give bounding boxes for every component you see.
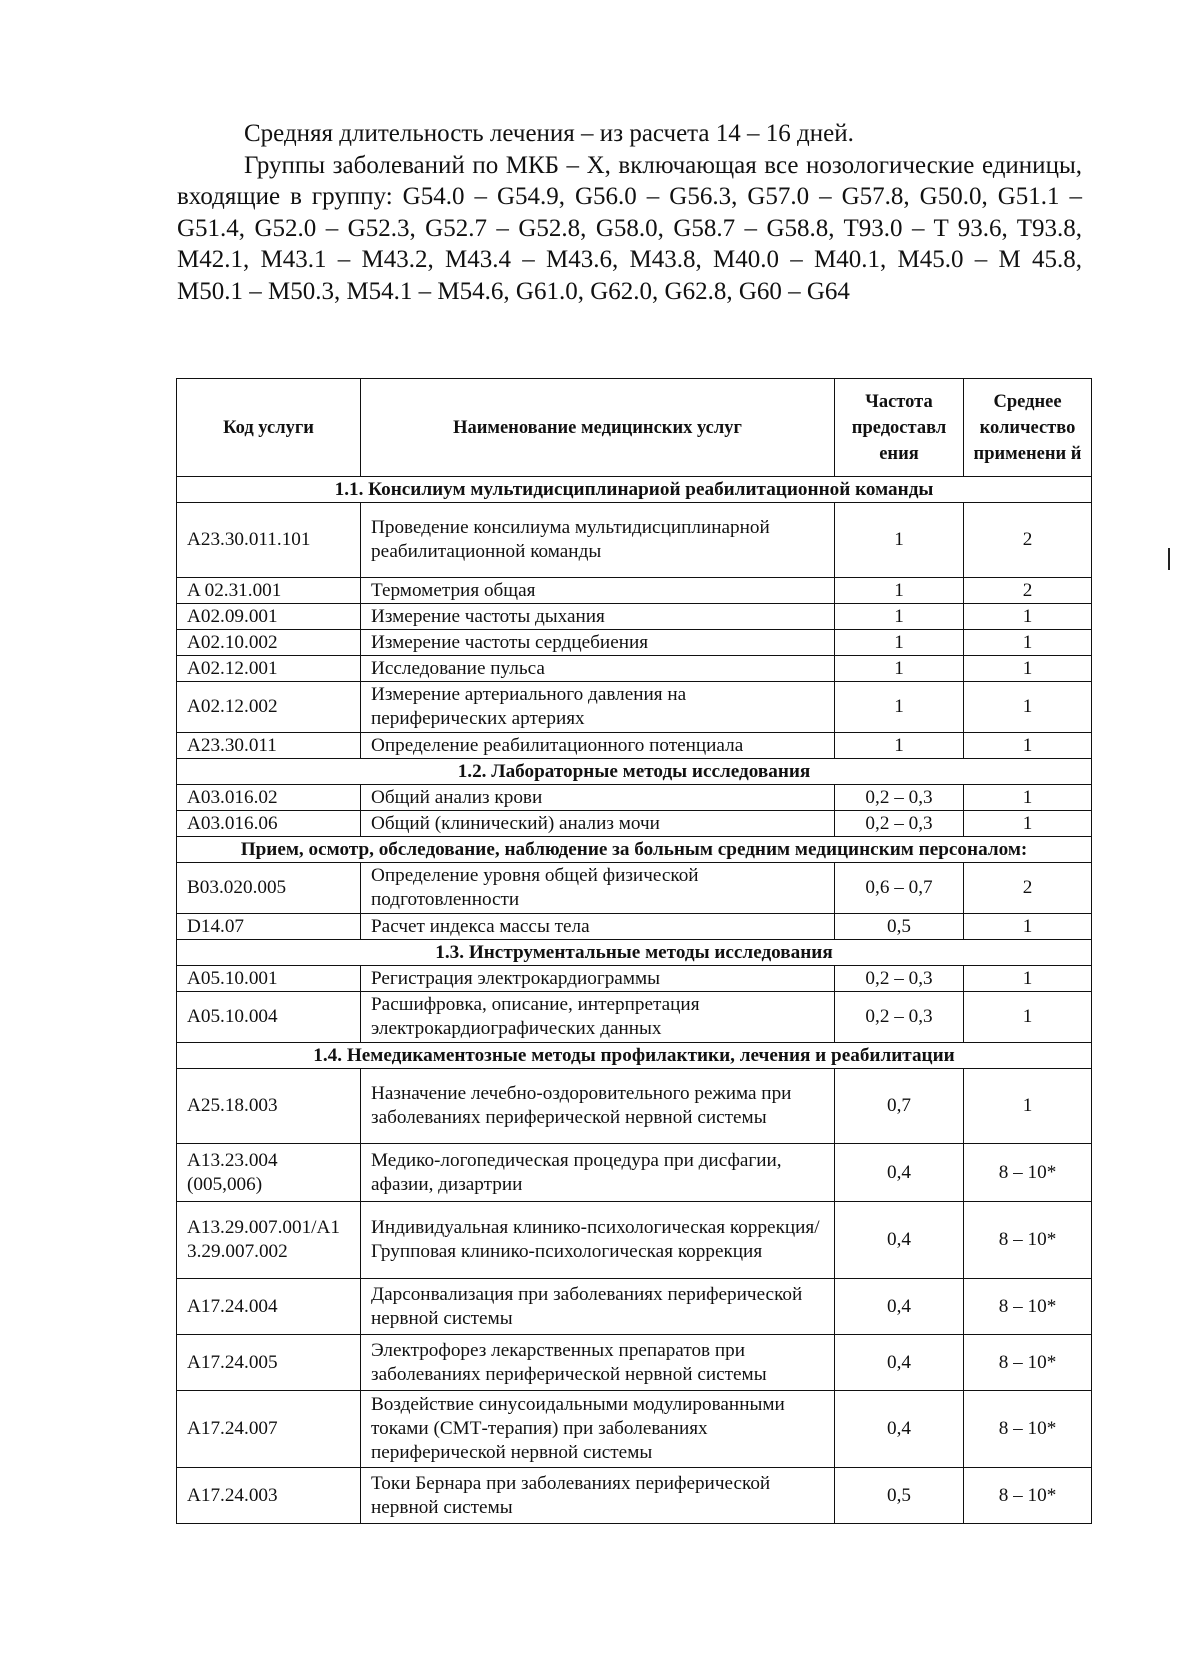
service-average-count: 1 [964, 630, 1092, 656]
service-average-count: 1 [964, 656, 1092, 682]
service-frequency: 1 [835, 656, 964, 682]
service-frequency: 1 [835, 578, 964, 604]
service-code: A25.18.003 [177, 1069, 361, 1144]
table-row [177, 503, 1092, 578]
section-title: 1.2. Лабораторные методы исследования [177, 759, 1092, 785]
service-code: A17.24.003 [177, 1468, 361, 1524]
service-average-count: 2 [964, 578, 1092, 604]
service-name: Воздействие синусоидальными модулированными токами (СМТ-терапия) при заболеваниях периферической нервной системы [361, 1391, 835, 1468]
services-table [176, 378, 1092, 1524]
service-code: A02.12.002 [177, 682, 361, 733]
service-average-count: 1 [964, 682, 1092, 733]
service-average-count: 8 – 10* [964, 1335, 1092, 1391]
section-header-row [177, 477, 1092, 503]
service-frequency: 0,5 [835, 914, 964, 940]
section-title: 1.4. Немедикаментозные методы профилактики, лечения и реабилитации [177, 1043, 1092, 1069]
service-name: Расшифровка, описание, интерпретация электрокардиографических данных [361, 992, 835, 1043]
table-row [177, 966, 1092, 992]
service-code: A23.30.011.101 [177, 503, 361, 578]
table-row [177, 785, 1092, 811]
table-row [177, 630, 1092, 656]
service-frequency: 1 [835, 630, 964, 656]
service-code: A17.24.005 [177, 1335, 361, 1391]
service-frequency: 1 [835, 682, 964, 733]
table-row [177, 1391, 1092, 1468]
service-average-count: 1 [964, 1069, 1092, 1144]
service-code: A05.10.001 [177, 966, 361, 992]
service-code: A02.09.001 [177, 604, 361, 630]
table-row [177, 1279, 1092, 1335]
table-row [177, 1335, 1092, 1391]
service-name: Термометрия общая [361, 578, 835, 604]
service-code: A05.10.004 [177, 992, 361, 1043]
service-average-count: 8 – 10* [964, 1202, 1092, 1279]
service-name: Регистрация электрокардиограммы [361, 966, 835, 992]
service-average-count: 1 [964, 785, 1092, 811]
table-row [177, 811, 1092, 837]
service-average-count: 1 [964, 992, 1092, 1043]
service-frequency: 1 [835, 604, 964, 630]
service-average-count: 8 – 10* [964, 1279, 1092, 1335]
service-frequency: 0,4 [835, 1279, 964, 1335]
service-frequency: 0,4 [835, 1335, 964, 1391]
service-average-count: 1 [964, 604, 1092, 630]
service-name: Проведение консилиума мультидисциплинарной реабилитационной команды [361, 503, 835, 578]
service-frequency: 0,6 – 0,7 [835, 863, 964, 914]
table-row [177, 992, 1092, 1043]
service-frequency: 0,5 [835, 1468, 964, 1524]
service-name: Электрофорез лекарственных препаратов при заболеваниях периферической нервной системы [361, 1335, 835, 1391]
service-code: A13.23.004 (005,006) [177, 1144, 361, 1202]
service-code: A23.30.011 [177, 733, 361, 759]
section-header-row [177, 940, 1092, 966]
service-code: A03.016.02 [177, 785, 361, 811]
service-code: B03.020.005 [177, 863, 361, 914]
service-name: Медико-логопедическая процедура при дисфагии, афазии, дизартрии [361, 1144, 835, 1202]
section-title: 1.1. Консилиум мультидисциплинариой реабилитационной команды [177, 477, 1092, 503]
service-average-count: 8 – 10* [964, 1391, 1092, 1468]
service-frequency: 1 [835, 733, 964, 759]
table-row [177, 863, 1092, 914]
service-code: A 02.31.001 [177, 578, 361, 604]
section-title: 1.3. Инструментальные методы исследования [177, 940, 1092, 966]
service-average-count: 8 – 10* [964, 1468, 1092, 1524]
service-frequency: 0,2 – 0,3 [835, 966, 964, 992]
service-average-count: 1 [964, 966, 1092, 992]
service-name: Исследование пульса [361, 656, 835, 682]
service-name: Дарсонвализация при заболеваниях периферической нервной системы [361, 1279, 835, 1335]
service-average-count: 1 [964, 811, 1092, 837]
service-name: Измерение частоты сердцебиения [361, 630, 835, 656]
scan-edge-mark [1168, 548, 1170, 570]
service-average-count: 1 [964, 914, 1092, 940]
service-average-count: 2 [964, 863, 1092, 914]
service-code: A13.29.007.001/A13.29.007.002 [177, 1202, 361, 1279]
service-name: Назначение лечебно-оздоровительного режима при заболеваниях периферической нервной системы [361, 1069, 835, 1144]
section-title: Прием, осмотр, обследование, наблюдение за больным средним медицинским персоналом: [177, 837, 1092, 863]
service-name: Измерение артериального давления на периферических артериях [361, 682, 835, 733]
section-header-row [177, 837, 1092, 863]
table-row [177, 1144, 1092, 1202]
service-average-count: 8 – 10* [964, 1144, 1092, 1202]
service-name: Токи Бернара при заболеваниях периферической нервной системы [361, 1468, 835, 1524]
service-frequency: 0,4 [835, 1202, 964, 1279]
service-code: A02.12.001 [177, 656, 361, 682]
service-frequency: 0,2 – 0,3 [835, 785, 964, 811]
table-header-row [177, 379, 1092, 477]
table-row [177, 656, 1092, 682]
section-header-row [177, 759, 1092, 785]
service-name: Определение уровня общей физической подготовленности [361, 863, 835, 914]
header-average-count: Среднее количество применени й [964, 379, 1092, 477]
table-row [177, 1202, 1092, 1279]
disease-groups-paragraph: Группы заболеваний по МКБ – X, включающая все нозологические единицы, входящие в группу: G54.0 – G54.9, G56.0 – G56.3, G57.0 – G57.8, G50.0, G51.1 – G51.4, G52.0 – G52.3, G52.7 – G52.8, G58.0, G58.7 – G58.8, T93.0 – T 93.6, T93.8, M42.1, M43.1 – M43.2, M43.4 – M43.6, M43.8, M40.0 – M40.1, M45.0 – M 45.8, M50.1 – M50.3, M54.1 – M54.6, G61.0, G62.0, G62.8, G60 – G64 [177, 151, 1082, 305]
service-code: A03.016.06 [177, 811, 361, 837]
service-name: Расчет индекса массы тела [361, 914, 835, 940]
intro-text [177, 118, 1082, 307]
service-frequency: 0,2 – 0,3 [835, 992, 964, 1043]
table-row [177, 1069, 1092, 1144]
service-name: Общий анализ крови [361, 785, 835, 811]
table-row [177, 604, 1092, 630]
service-frequency: 0,7 [835, 1069, 964, 1144]
service-frequency: 1 [835, 503, 964, 578]
section-header-row [177, 1043, 1092, 1069]
service-name: Измерение частоты дыхания [361, 604, 835, 630]
service-frequency: 0,4 [835, 1391, 964, 1468]
service-code: A17.24.007 [177, 1391, 361, 1468]
service-code: A17.24.004 [177, 1279, 361, 1335]
header-frequency: Частота предоставл ения [835, 379, 964, 477]
service-name: Индивидуальная клинико-психологическая коррекция/Групповая клинико-психологическая коррекция [361, 1202, 835, 1279]
service-frequency: 0,2 – 0,3 [835, 811, 964, 837]
table-row [177, 578, 1092, 604]
table-row [177, 733, 1092, 759]
service-code: A02.10.002 [177, 630, 361, 656]
service-average-count: 1 [964, 733, 1092, 759]
service-name: Определение реабилитационного потенциала [361, 733, 835, 759]
service-average-count: 2 [964, 503, 1092, 578]
treatment-duration-line: Средняя длительность лечения – из расчета 14 – 16 дней. [244, 120, 854, 147]
table-row [177, 682, 1092, 733]
header-name: Наименование медицинских услуг [361, 379, 835, 477]
header-code: Код услуги [177, 379, 361, 477]
table-row [177, 1468, 1092, 1524]
table-row [177, 914, 1092, 940]
service-name: Общий (клинический) анализ мочи [361, 811, 835, 837]
service-frequency: 0,4 [835, 1144, 964, 1202]
service-code: D14.07 [177, 914, 361, 940]
